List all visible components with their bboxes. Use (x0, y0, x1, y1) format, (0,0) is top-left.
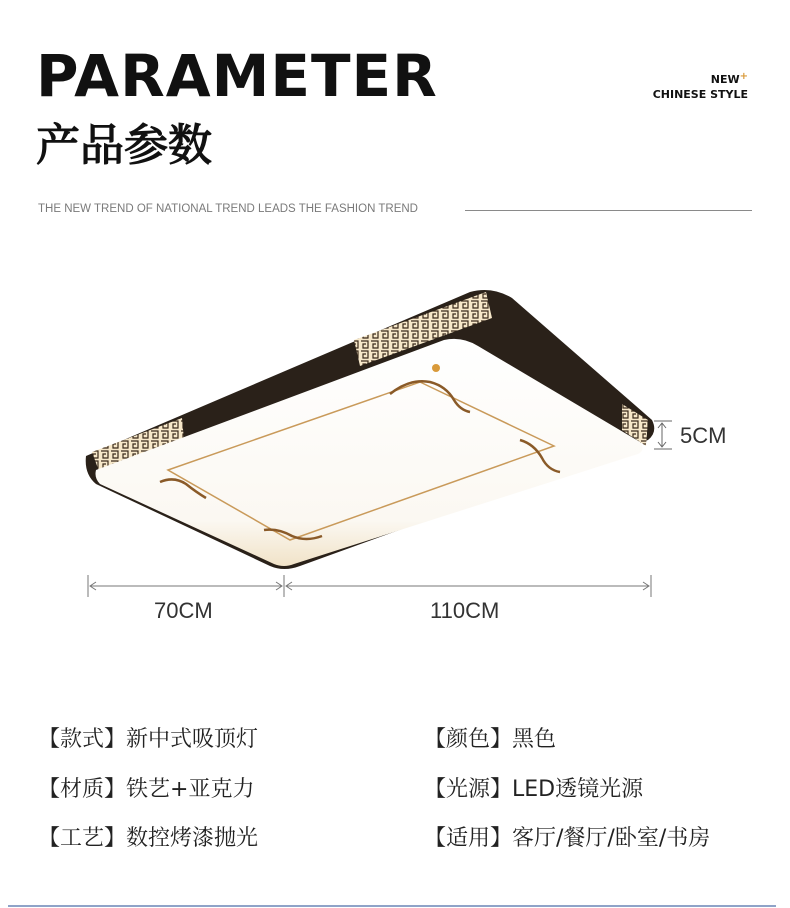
spec-style-value: 新中式吸顶灯 (126, 727, 259, 752)
spec-light-source (424, 775, 643, 805)
length-dimension-line (88, 575, 651, 597)
badge-style: CHINESE STYLE (652, 88, 748, 101)
length-label: 110CM (430, 598, 500, 623)
spec-style (38, 725, 258, 755)
spec-material (38, 775, 254, 805)
badge-plus-icon: + (739, 71, 748, 82)
spec-craft-label: 【工艺】 (38, 826, 127, 851)
tagline: THE NEW TREND OF NATIONAL TREND LEADS THE FASHION TREND (38, 203, 418, 215)
spec-craft-value: 数控烤漆抛光 (126, 826, 259, 851)
spec-color (424, 725, 556, 755)
spec-use-label: 【适用】 (424, 826, 513, 851)
width-label: 70CM (154, 598, 213, 623)
spec-color-label: 【颜色】 (424, 727, 513, 752)
spec-use-value: 客厅/餐厅/卧室/书房 (512, 826, 711, 851)
badge-new: NEW (710, 73, 740, 86)
spec-usage (424, 824, 710, 854)
page-title-en: PARAMETER (36, 42, 438, 110)
spec-craft (38, 824, 258, 854)
page-title-cn: 产品参数 (36, 120, 212, 171)
spec-color-value: 黑色 (512, 727, 557, 752)
bottom-border (8, 905, 776, 907)
spec-light-value: LED透镜光源 (512, 777, 644, 802)
spec-style-label: 【款式】 (38, 727, 127, 752)
height-dimension-line (654, 421, 672, 449)
height-label: 5CM (680, 423, 727, 448)
spec-material-label: 【材质】 (38, 777, 127, 802)
spec-light-label: 【光源】 (424, 777, 513, 802)
spec-material-value: 铁艺+亚克力 (126, 777, 255, 802)
